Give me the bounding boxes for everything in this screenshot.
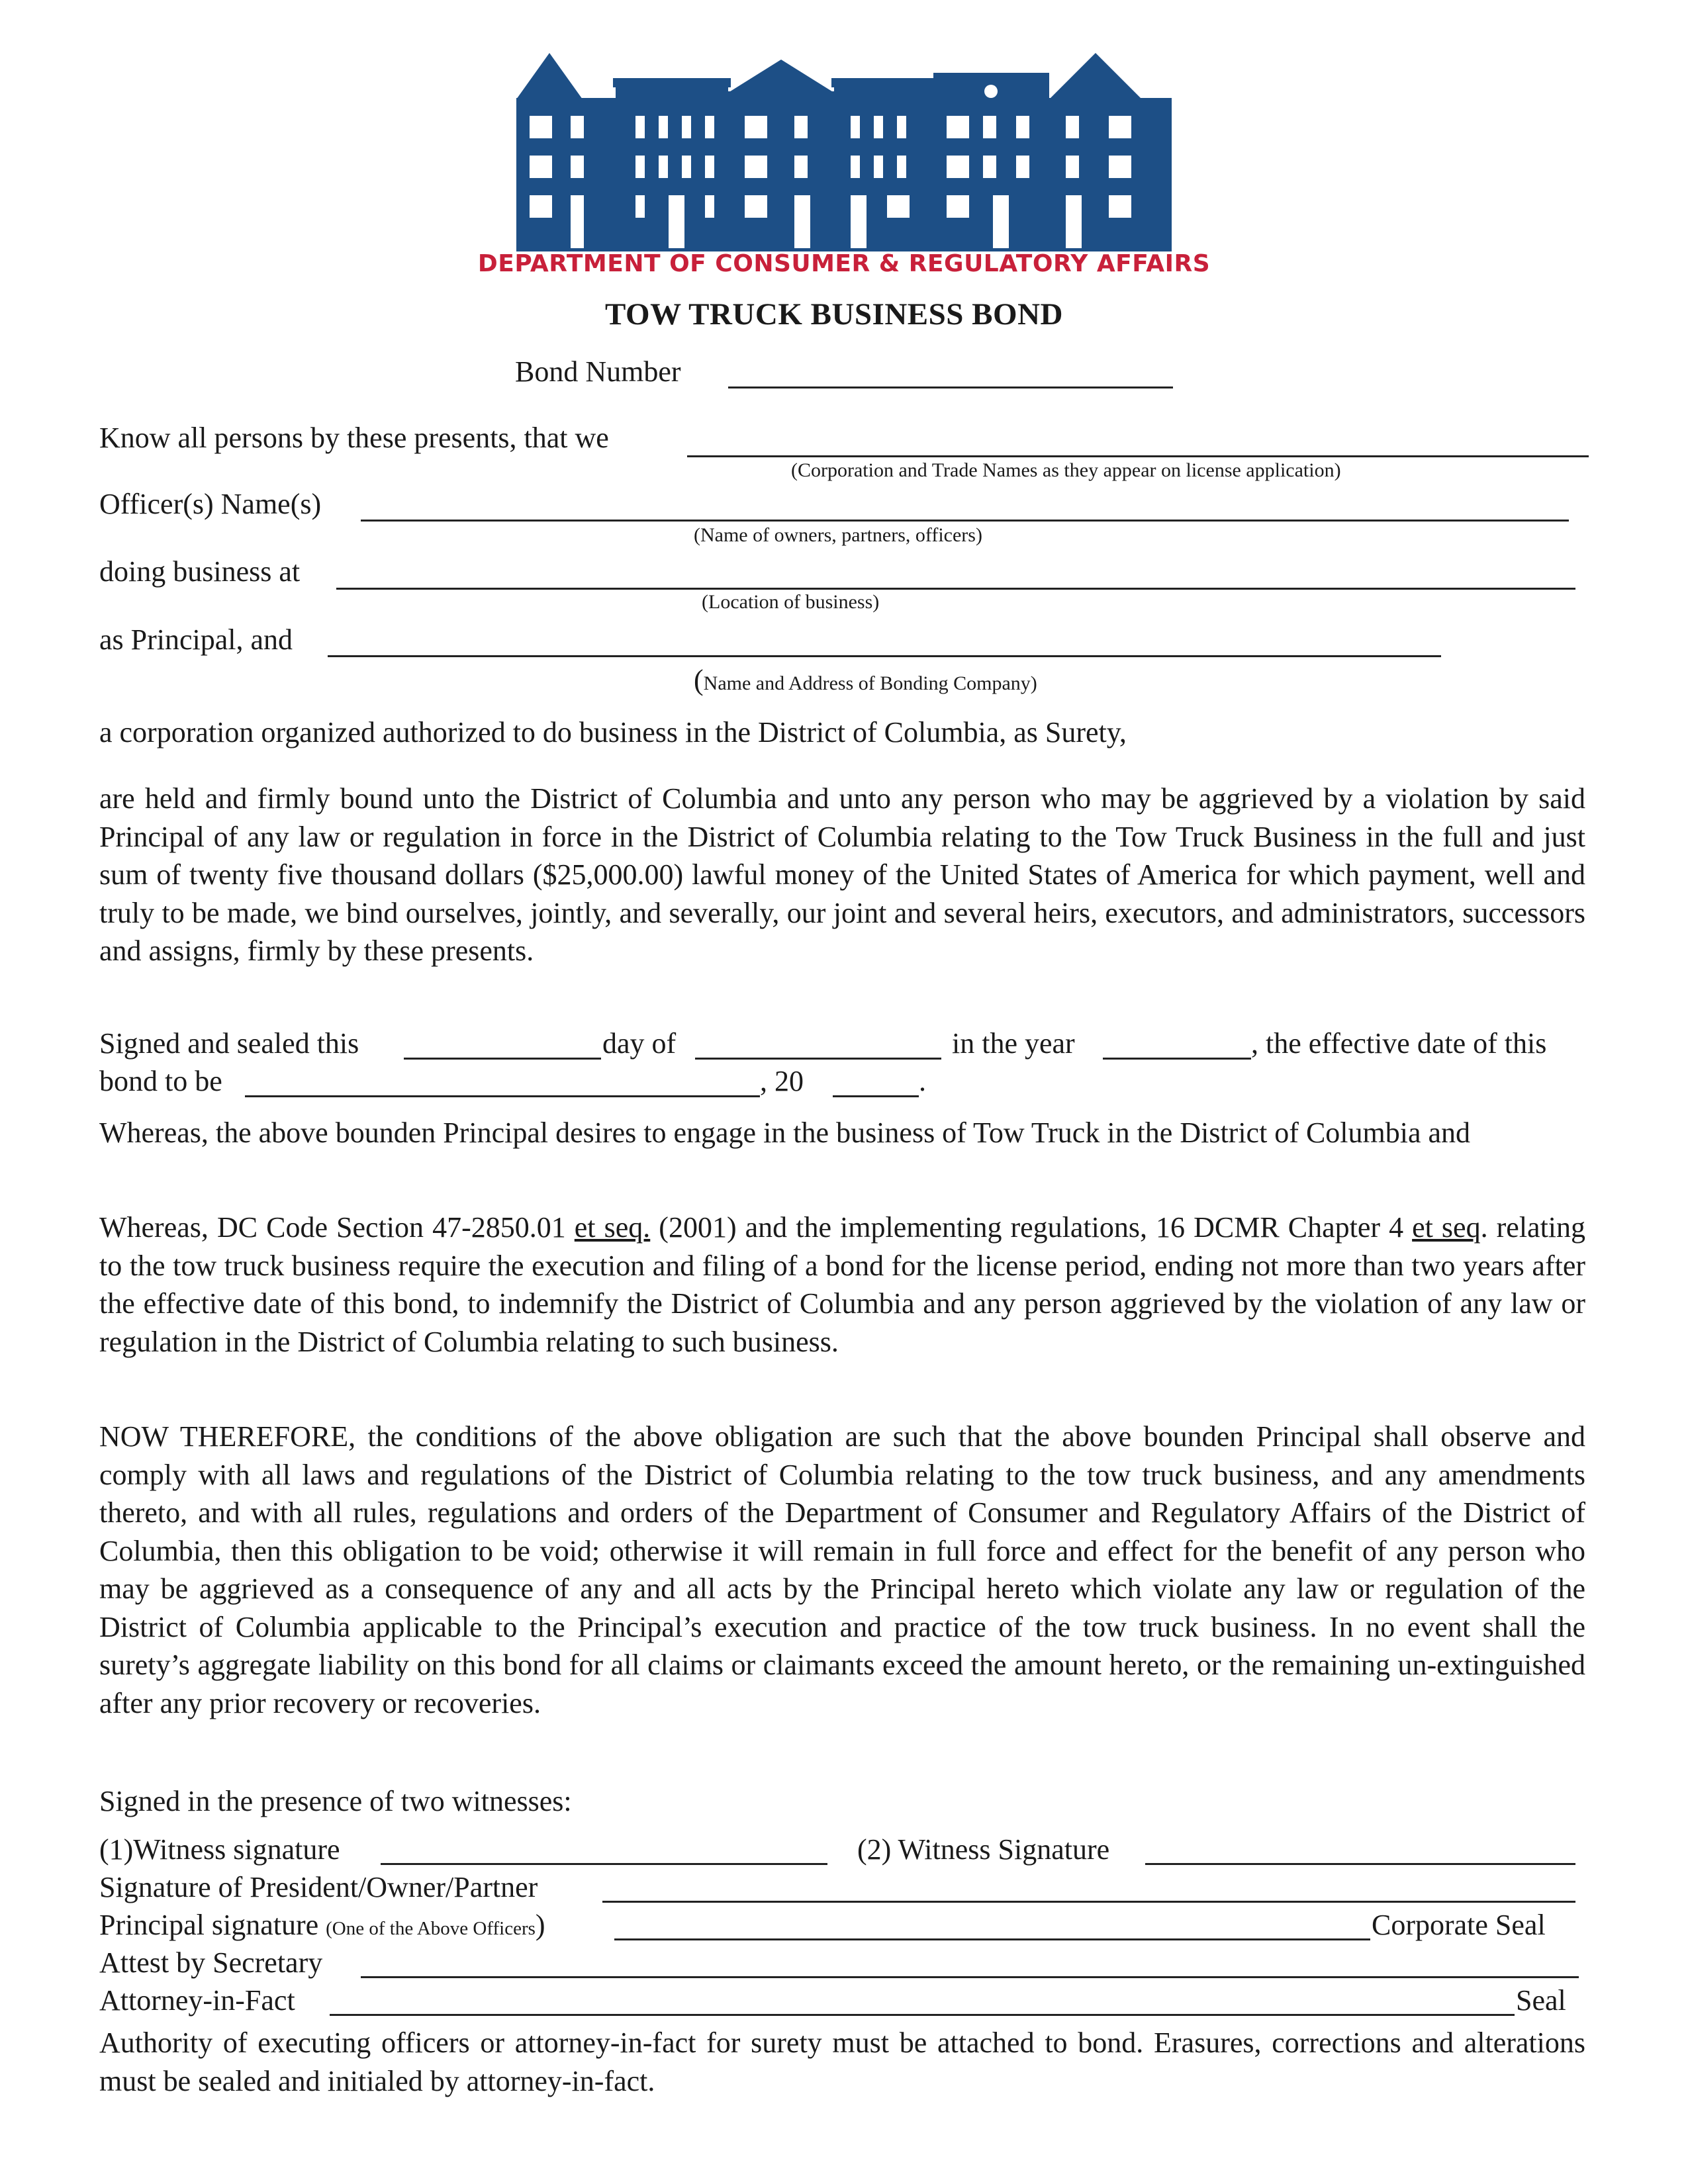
day-of-label: day of [602,1027,677,1060]
principal-note: (One of the Above Officers [326,1918,536,1939]
officers-name-field[interactable] [361,520,1569,522]
whereas-2-part3: . relating to the tow truck business require the execution and filing of a bond for the license period, ending not more than two years after the effective date of this bond, to indemnify the District of Columbia and any person aggrieved by the violation of any law or regulation in the District of Columbia relating to such business. [99,1211,1586,1358]
attest-label: Attest by Secretary [99,1946,323,1979]
principal-signature-label [99,1911,545,1940]
business-location-field[interactable] [336,588,1575,590]
period: . [919,1065,926,1097]
witness2-label: (2) Witness Signature [857,1833,1110,1866]
in-year-label: in the year [952,1027,1075,1060]
location-caption: (Location of business) [702,591,880,613]
bond-to-be-label: bond to be [99,1065,222,1097]
et-seq-2: et seq [1412,1211,1481,1244]
whereas-paragraph-2 [99,1208,1585,1361]
corporation-name-field[interactable] [687,455,1589,457]
bond-number-field[interactable] [728,387,1173,388]
corporation-caption: (Corporation and Trade Names as they appear on license application) [791,459,1341,481]
principal-label: as Principal, and [99,623,293,656]
authority-note: Authority of executing officers or attorney-in-fact for surety must be attached to bond. Erasures, corrections and alterations must be sealed and initialed by attorney-in-fact. [99,2026,1585,2097]
principal-close: ) [535,1909,545,1941]
effective-date-field[interactable] [245,1095,760,1097]
held-bound-paragraph: are held and firmly bound unto the District of Columbia and unto any person who may be aggrieved by a violation by said Principal of any law or regulation in force in the District of Columbia relating to the Tow Truck Business in the full and just sum of twenty five thousand dollars ($25,000.00) lawful money of the United States of America for which payment, well and truly to be made, we bind ourselves, jointly, and severally, our joint and several heirs, executors, and administrators, successors and assigns, firmly by these presents. [99,782,1585,967]
whereas-paragraph-1: Whereas, the above bounden Principal desires to engage in the business of Tow Truck in the District of Columbia and [99,1116,1471,1149]
bonding-company-field[interactable] [328,655,1441,657]
twenty-label: , 20 [760,1065,804,1097]
effective-year-field[interactable] [833,1095,919,1097]
attorney-label: Attorney-in-Fact [99,1984,295,2017]
year-field[interactable] [1103,1058,1251,1060]
corporate-seal-label: Corporate Seal [1372,1909,1546,1941]
caption-text: Name and Address of Bonding Company) [703,672,1037,694]
attorney-signature-field[interactable] [330,2014,1515,2016]
form-title: TOW TRUCK BUSINESS BOND [605,297,1063,332]
know-all-label: Know all persons by these presents, that we [99,422,609,454]
surety-line: a corporation organized authorized to do business in the District of Columbia, as Surety, [99,716,1127,749]
principal-signature-text: Principal signature [99,1909,319,1941]
president-signature-label: Signature of President/Owner/Partner [99,1871,538,1903]
et-seq-1: et seq. [574,1211,651,1244]
caption-paren: ( [694,664,704,696]
attest-signature-field[interactable] [361,1976,1579,1978]
witness2-signature-field[interactable] [1145,1863,1575,1865]
witnesses-heading: Signed in the presence of two witnesses: [99,1785,572,1817]
now-therefore-paragraph: NOW THEREFORE, the conditions of the above obligation are such that the above bounden Principal shall observe and comply with all laws and regulations of the District of Columbia relating to the tow truck business, and any amendments thereto, and with all rules, regulations and orders of the Department of Consumer and Regulatory Affairs of the District of Columbia, then this obligation to be void; otherwise it will remain in full force and effect for the benefit of any person who may be aggrieved as a consequence of any and all acts by the Principal hereto which violate any law or regulation of the District of Columbia applicable to the Principal’s execution and practice of the tow truck business. In no event shall the surety’s aggregate liability on this bond for all claims or claimants exceed the amount hereto, or the remaining un-extinguished after any prior recovery or recoveries. [99,1420,1585,1719]
day-field[interactable] [404,1058,601,1060]
whereas-2-part1: Whereas, DC Code Section 47-2850.01 [99,1211,575,1244]
month-field[interactable] [695,1058,941,1060]
department-name: DEPARTMENT OF CONSUMER & REGULATORY AFFAIRS [477,250,1211,277]
signed-sealed-prefix: Signed and sealed this [99,1027,359,1060]
witness1-signature-field[interactable] [381,1863,827,1865]
officers-caption: (Name of owners, partners, officers) [694,524,982,546]
whereas-2-part2: (2001) and the implementing regulations, 16 DCMR Chapter 4 [650,1211,1413,1244]
bond-number-label: Bond Number [515,355,681,388]
seal-label: Seal [1516,1984,1566,2017]
principal-signature-field[interactable] [614,1938,1370,1940]
witness1-label: (1)Witness signature [99,1833,340,1866]
effective-date-label: , the effective date of this [1251,1027,1547,1060]
officers-label: Officer(s) Name(s) [99,488,322,520]
doing-business-label: doing business at [99,555,301,588]
rowhouses-icon [516,53,1172,251]
president-signature-field[interactable] [602,1901,1575,1903]
bonding-company-caption [694,663,1037,697]
